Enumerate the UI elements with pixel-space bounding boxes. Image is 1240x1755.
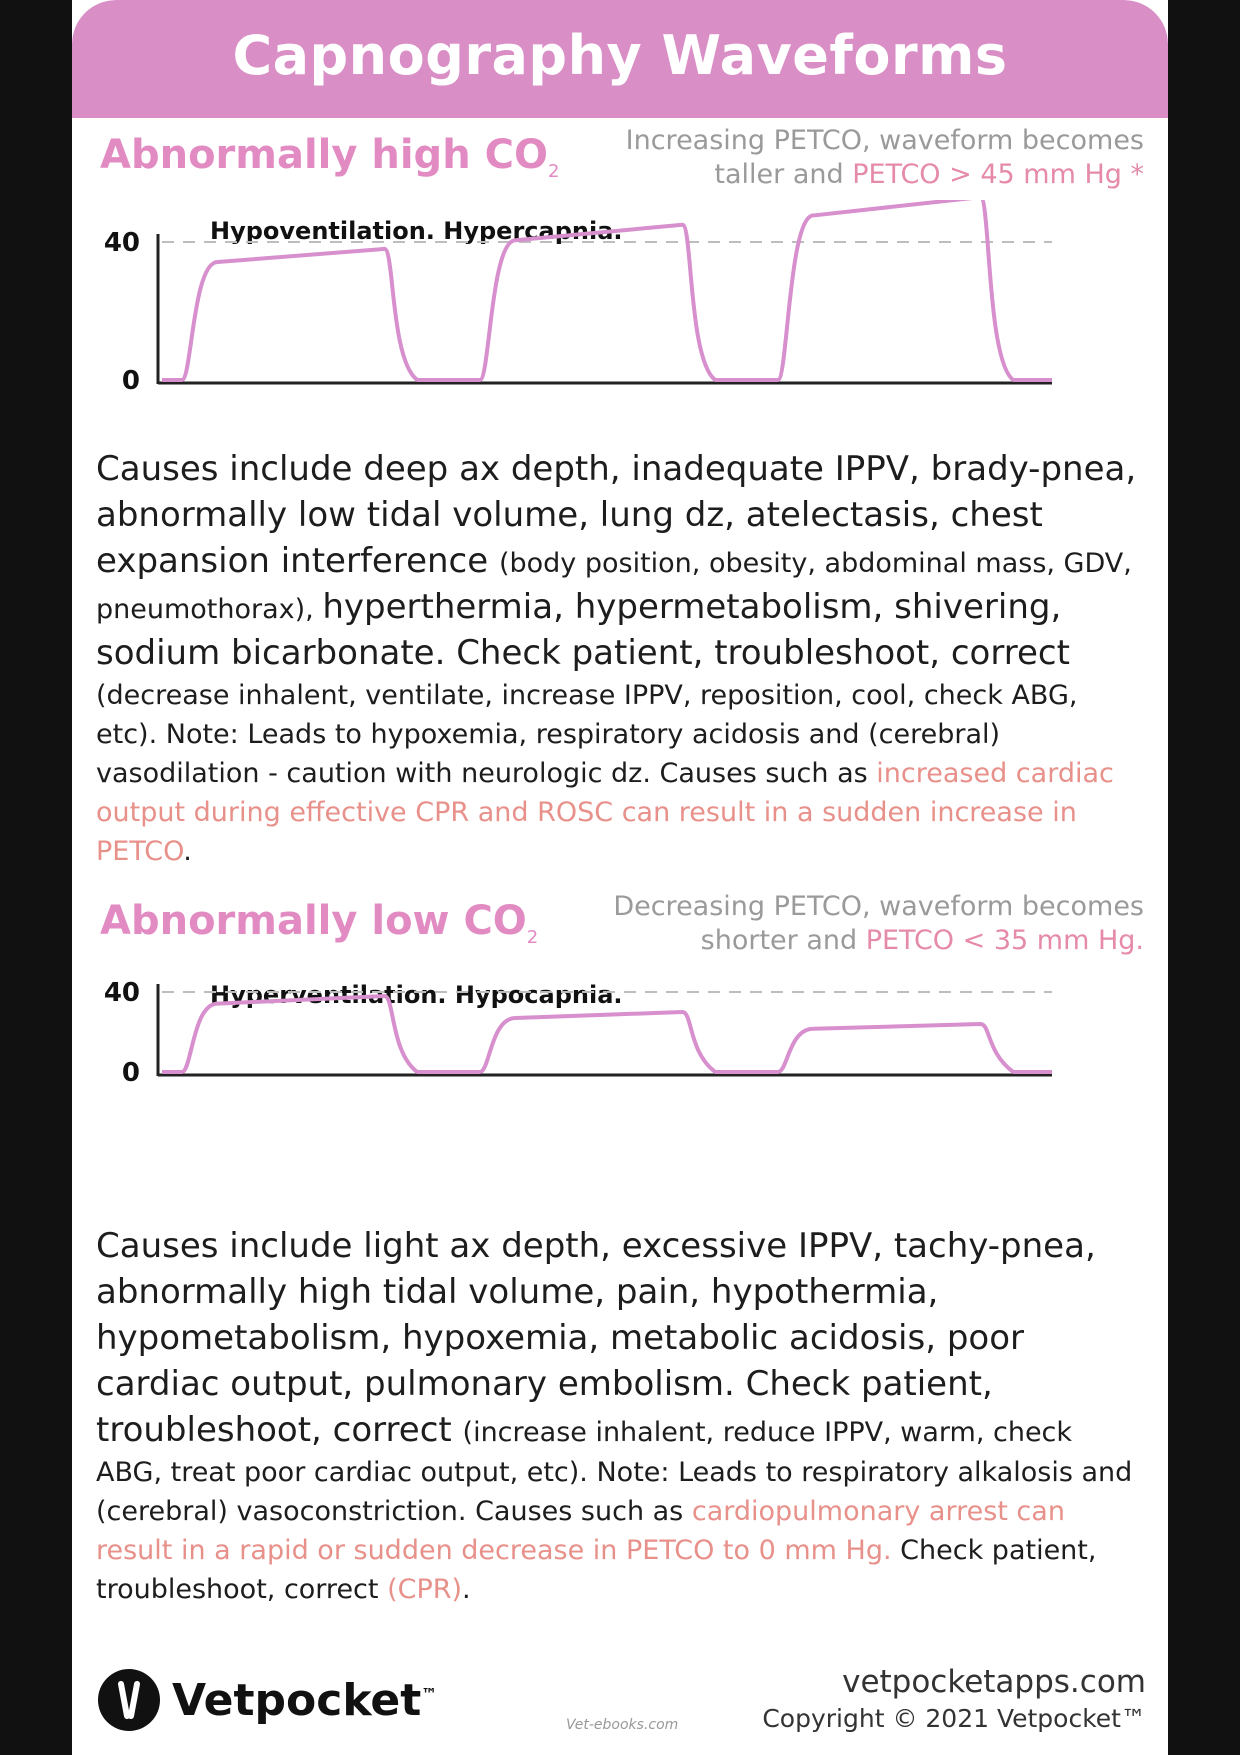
high-co2-waveform-svg [100, 200, 1160, 440]
low-section-header [100, 888, 1144, 960]
chart-title: Hyperventilation. Hypocapnia. [210, 981, 623, 1009]
low-desc-line-1: Decreasing PETCO, waveform becomes [613, 891, 1144, 922]
y-tick-label: 0 [121, 366, 140, 396]
page-title: Capnography Waveforms [232, 24, 1008, 87]
high-desc-line-1: Increasing PETCO, waveform becomes [625, 125, 1144, 156]
copyright-notice: Copyright © 2021 Vetpocket™ [762, 1704, 1146, 1733]
low-co2-waveform-svg [100, 966, 1160, 1216]
high-causes-text: Causes include deep ax depth, inadequate IPPV, brady-pnea, abnormally low tidal volume, lung dz, atelectasis, chest expansion interference (body position, obesity, abdominal mass, GDV, pneumothorax), hyperthermia, hypermetabolism, shivering, sodium bicarbonate. Check patient, troubleshoot, correct (decrease inhalent, ventilate, increase IPPV, reposition, cool, check ABG, etc). Note: Leads to hypoxemia, respiratory acidosis and (cerebral) vasodilation - caution with neurologic dz. Causes such as increased cardiac output during effective CPR and ROSC can result in a sudden increase in PETCO. [96, 449, 1137, 867]
footer-info [762, 1664, 1146, 1733]
vetpocket-logo [98, 1669, 437, 1731]
low-co2-chart [100, 966, 1160, 1220]
y-tick-label: 40 [103, 228, 140, 258]
high-co2-chart [100, 200, 1160, 444]
title-banner [72, 0, 1168, 118]
y-tick-label: 0 [121, 1058, 140, 1088]
low-desc-line-2: shorter and PETCO < 35 mm Hg. [700, 925, 1144, 956]
low-section-description [613, 890, 1144, 958]
brand-name: Vetpocket™ [172, 1674, 438, 1726]
card-edge-left [0, 0, 72, 1755]
high-section-description [626, 124, 1144, 192]
low-section-title: Abnormally low $CO_2$ [100, 898, 539, 948]
high-section-title: Abnormally high $CO_2$ [100, 132, 560, 182]
high-desc-line-2: taller and PETCO > 45 mm Hg * [714, 159, 1144, 190]
high-section-header [100, 122, 1144, 192]
chart-title: Hypoventilation. Hypercapnia. [210, 217, 623, 245]
y-tick-label: 40 [103, 978, 140, 1008]
website-link[interactable]: vetpocketapps.com [842, 1664, 1146, 1700]
capnography-card [72, 0, 1168, 1755]
watermark: Vet-ebooks.com [566, 1717, 679, 1733]
vetpocket-logo-icon [98, 1669, 160, 1731]
card-edge-right [1168, 0, 1240, 1755]
low-causes-text: Causes include light ax depth, excessive IPPV, tachy-pnea, abnormally high tidal volume, pain, hypothermia, hypometabolism, hypoxemia, metabolic acidosis, poor cardiac output, pulmonary embolism. Check patient, troubleshoot, correct (increase inhalent, reduce IPPV, warm, check ABG, treat poor cardiac output, etc). Note: Leads to respiratory alkalosis and (cerebral) vasoconstriction. Causes such as cardiopulmonary arrest can result in a rapid or sudden decrease in PETCO to 0 mm Hg. Check patient, troubleshoot, correct (CPR). [96, 1226, 1133, 1605]
